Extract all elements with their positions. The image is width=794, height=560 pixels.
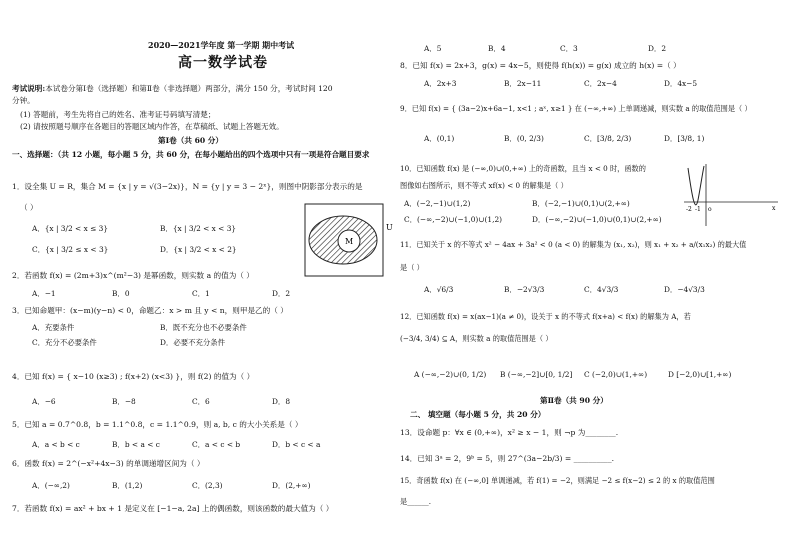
q14-text: 14．已知 3ᵃ = 2，9ᵇ = 5，则 27^(3a−2b/3) = __________. [400, 454, 615, 463]
q4-option-a[interactable]: A．−6 [32, 397, 56, 406]
notice [12, 84, 333, 94]
q10-option-c[interactable]: C．(−∞,−2)∪(−1,0)∪(1,2) [404, 215, 503, 224]
page-title: 高一数学试卷 [178, 55, 268, 71]
q4-option-b[interactable]: B．−8 [112, 397, 136, 406]
q8-option-d[interactable]: D．4x−5 [664, 79, 698, 88]
q5-text: 5．已知 a = 0.7^0.8，b = 1.1^0.8，c = 1.1^0.9，则 a, b, c 的大小关系是（ ） [12, 420, 303, 429]
tick-neg1: -1 [695, 206, 701, 213]
rule-2: (2) 请按照题号顺序在各题目的答题区域内作答，在草稿纸、试题上答题无效。 [20, 122, 284, 131]
right-column [400, 0, 785, 560]
q2-text: 2．若函数 f(x) = (2m+3)x^(m²−3) 是幂函数，则实数 a 的值为（ ） [12, 271, 254, 280]
q5-option-b[interactable]: B．b < a < c [112, 440, 160, 449]
q10-text: 10．已知函数 f(x) 是 (−∞,0)∪(0,+∞) 上的奇函数，且当 x < 0 时，函数的 [400, 164, 646, 173]
q3-option-c[interactable]: C．充分不必要条件 [32, 338, 97, 347]
q10-function-graph [682, 160, 782, 230]
q12-option-d[interactable]: D [−2,0)∪[1,+∞) [668, 370, 732, 379]
part1-title: 第Ⅰ卷（共 60 分） [158, 136, 223, 145]
q10-option-b[interactable]: B．(−2,−1)∪(0,1)∪(2,+∞) [532, 199, 630, 208]
q2-option-c[interactable]: C．1 [192, 289, 210, 298]
q2-option-b[interactable]: B．0 [112, 289, 130, 298]
q2-option-a[interactable]: A．−1 [32, 289, 56, 298]
q1-text: 1．设全集 U = R，集合 M = {x | y = √(3−2x)}，N = {y | y = 3 − 2ˣ}，则图中阴影部分表示的是 [12, 182, 363, 191]
q9-option-c[interactable]: C．[3/8, 2/3) [584, 134, 632, 143]
q7-option-b[interactable]: B．4 [488, 44, 506, 53]
q15-cont: 是______. [400, 497, 432, 506]
q11-option-d[interactable]: D．−4√3/3 [664, 285, 705, 294]
q15-text: 15．奇函数 f(x) 在 (−∞,0] 单调递减，若 f(1) = −2，则满足 −2 ≤ f(x−2) ≤ 2 的 x 的取值范围 [400, 476, 715, 485]
q4-option-d[interactable]: D．8 [272, 397, 291, 406]
q6-text: 6．函数 f(x) = 2^(−x²+4x−3) 的单调递增区间为（ ） [12, 459, 205, 468]
q4-text: 4．已知 f(x) = { x−10 (x≥3) ; f(x+2) (x<3) }，则 f(2) 的值为（ ） [12, 372, 255, 381]
q1-option-c[interactable]: C．{x | 3/2 ≤ x < 3} [32, 245, 109, 254]
q6-option-d[interactable]: D．(2,+∞) [272, 481, 311, 490]
q1-option-a[interactable]: A．{x | 3/2 < x ≤ 3} [32, 224, 109, 233]
q7-option-a[interactable]: A．5 [424, 44, 442, 53]
q11-option-a[interactable]: A．√6/3 [424, 285, 454, 294]
q12-option-b[interactable]: B (−∞,−2]∪[0, 1/2] [500, 370, 573, 379]
q10-option-d[interactable]: D．(−∞,−2)∪(−1,0)∪(0,1)∪(2,+∞) [532, 215, 662, 224]
q5-option-d[interactable]: D．b < c < a [272, 440, 321, 449]
q12-cont: (−3/4, 3/4) ⊆ A，则实数 a 的取值范围是（ ） [400, 334, 553, 343]
q7-option-d[interactable]: D．2 [648, 44, 667, 53]
q8-option-a[interactable]: A．2x+3 [424, 79, 457, 88]
q4-option-c[interactable]: C．6 [192, 397, 210, 406]
q8-text: 8．已知 f(x) = 2x+3，g(x) = 4x−5，则使得 f(h(x)) = g(x) 成立的 h(x) =（ ） [400, 61, 681, 70]
rule-1: (1) 答题前，考生先将自己的姓名、准考证号码填写清楚； [20, 110, 216, 119]
q9-text: 9．已知 f(x) = { (3a−2)x+6a−1, x<1 ; aˣ, x≥1 } 在 (−∞,+∞) 上单调递减，则实数 a 的取值范围是（ ） [400, 104, 752, 113]
q1-cont: （ ） [20, 203, 38, 212]
q11-option-b[interactable]: B．−2√3/3 [504, 285, 545, 294]
q3-option-b[interactable]: B．既不充分也不必要条件 [160, 323, 247, 332]
q10-option-a[interactable]: A．(−2,−1)∪(1,2) [404, 199, 471, 208]
q11-option-c[interactable]: C．4√3/3 [584, 285, 619, 294]
q7-option-c[interactable]: C．3 [560, 44, 578, 53]
notice-text: 本试卷分第Ⅰ卷（选择题）和第Ⅱ卷（非选择题）两部分，满分 150 分，考试时间 120 [45, 84, 333, 93]
left-column [8, 0, 393, 560]
q1-option-d[interactable]: D．{x | 3/2 < x < 2} [160, 245, 237, 254]
q3-option-a[interactable]: A．充要条件 [32, 323, 75, 332]
venn-diagram [303, 200, 395, 280]
q3-option-d[interactable]: D．必要不充分条件 [160, 338, 226, 347]
q6-option-c[interactable]: C．(2,3) [192, 481, 223, 490]
set-u-label: U [386, 223, 393, 232]
set-m-label: M [345, 237, 354, 246]
function-curve [688, 166, 704, 205]
section2-heading: 二、 填空题（每小题 5 分，共 20 分） [410, 410, 546, 419]
q8-option-c[interactable]: C．2x−4 [584, 79, 617, 88]
notice-text-2: 分钟。 [12, 96, 35, 105]
q5-option-a[interactable]: A．a < b < c [32, 440, 80, 449]
origin-label: o [708, 206, 712, 213]
tick-neg2: -2 [686, 206, 692, 213]
q10-cont: 图像如右图所示，则不等式 xf(x) < 0 的解集是（ ） [400, 181, 568, 190]
q6-option-a[interactable]: A．(−∞,2) [32, 481, 70, 490]
q1-option-b[interactable]: B．{x | 3/2 < x < 3} [160, 224, 237, 233]
q3-text: 3．已知命题甲：(x−m)(y−n) < 0，命题乙：x > m 且 y < n，则甲是乙的（ ） [12, 306, 288, 315]
q8-option-b[interactable]: B．2x−11 [504, 79, 542, 88]
q12-option-a[interactable]: A (−∞,−2)∪(0, 1/2) [414, 370, 487, 379]
part2-title: 第Ⅱ卷（共 90 分） [540, 396, 608, 405]
q7-text: 7．若函数 f(x) = ax² + bx + 1 是定义在 [−1−a, 2a] 上的偶函数，则该函数的最大值为（ ） [12, 504, 334, 513]
section1-heading: 一、选择题：（共 12 小题，每小题 5 分，共 60 分，在每小题给出的四个选项中只有一项是符合题目要求 [12, 150, 370, 159]
q13-text: 13．设命题 p：∀x ∈ (0,+∞)，x² ≥ x − 1，则 ¬p 为________. [400, 428, 619, 437]
notice-label: 考试说明: [12, 84, 46, 93]
year-line: 2020—2021学年度 第一学期 期中考试 [148, 40, 295, 50]
q12-option-c[interactable]: C (−2,0)∪(1,+∞) [584, 370, 648, 379]
q6-option-b[interactable]: B．(1,2) [112, 481, 143, 490]
q9-option-d[interactable]: D．[3/8, 1) [664, 134, 705, 143]
q12-text: 12．已知函数 f(x) = x(ax−1)(a ≠ 0)，设关于 x 的不等式 f(x+a) < f(x) 的解集为 A，若 [400, 312, 691, 321]
q9-option-a[interactable]: A．(0,1) [424, 134, 455, 143]
q9-option-b[interactable]: B．(0, 2/3) [504, 134, 544, 143]
q11-cont: 是（ ） [400, 263, 424, 272]
x-axis-label: x [772, 205, 776, 212]
q2-option-d[interactable]: D．2 [272, 289, 291, 298]
q5-option-c[interactable]: C．a < c < b [192, 440, 241, 449]
q11-text: 11．已知关于 x 的不等式 x² − 4ax + 3a² < 0 (a < 0) 的解集为 (x₁, x₂)，则 x₁ + x₂ + a/(x₁x₂) 的最大值 [400, 240, 747, 249]
